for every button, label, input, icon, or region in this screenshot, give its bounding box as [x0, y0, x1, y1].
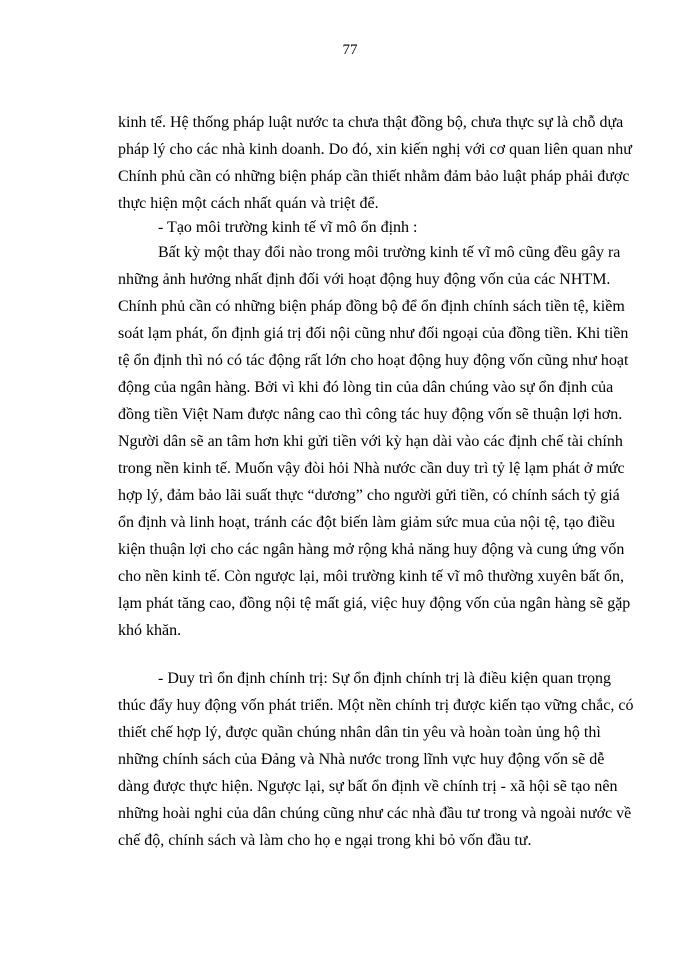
- paragraph-line: những hoài nghi của dân chúng cũng như các nhà đầu tư trong và ngoài nước về: [118, 805, 632, 822]
- paragraph-line: ổn định và linh hoạt, tránh các đột biến làm giảm sức mua của nội tệ, tạo điều: [118, 514, 615, 531]
- page-number: 77: [342, 42, 358, 58]
- paragraph-line: hợp lý, đảm bảo lãi suất thực “dương” cho người gửi tiền, có chính sách tỷ giá: [118, 487, 620, 504]
- paragraph-line: động của ngân hàng. Bởi vì khi đó lòng tin của dân chúng vào sự ổn định của: [118, 379, 614, 396]
- paragraph-line: dàng được thực hiện. Ngược lại, sự bất ổn định về chính trị - xã hội sẽ tạo nên: [118, 778, 618, 795]
- paragraph-line: cho nền kinh tế. Còn ngược lại, môi trường kinh tế vĩ mô thường xuyên bất ổn,: [118, 568, 624, 585]
- paragraph-line: tệ ổn định thì nó có tác động rất lớn cho hoạt động huy động vốn cũng như hoạt: [118, 352, 629, 369]
- paragraph-line: Người dân sẽ an tâm hơn khi gửi tiền với kỳ hạn dài vào các định chế tài chính: [118, 433, 623, 450]
- paragraph-line: đồng tiền Việt Nam được nâng cao thì công tác huy động vốn sẽ thuận lợi hơn.: [118, 406, 623, 423]
- paragraph-line: Bất kỳ một thay đổi nào trong môi trường kinh tế vĩ mô cũng đều gây ra: [158, 244, 621, 261]
- paragraph-line: - Duy trì ổn định chính trị: Sự ổn định chính trị là điều kiện quan trọng: [158, 670, 612, 687]
- paragraph-line: trong nền kinh tế. Muốn vậy đòi hỏi Nhà nước cần duy trì tỷ lệ lạm phát ở mức: [118, 460, 625, 477]
- paragraph-line: kinh tế. Hệ thống pháp luật nước ta chưa thật đồng bộ, chưa thực sự là chỗ dựa: [118, 114, 624, 131]
- paragraph-line: pháp lý cho các nhà kinh doanh. Do đó, xin kiến nghị với cơ quan liên quan như: [118, 141, 632, 158]
- paragraph-line: thúc đẩy huy động vốn phát triển. Một nền chính trị được kiến tạo vững chắc, có: [118, 697, 634, 714]
- paragraph-line: lạm phát tăng cao, đồng nội tệ mất giá, việc huy động vốn của ngân hàng sẽ gặp: [118, 595, 631, 612]
- paragraph-line: thiết chế hợp lý, được quần chúng nhân dân tin yêu và hoàn toàn ủng hộ thì: [118, 724, 601, 741]
- paragraph-line: Chính phủ cần có những biện pháp cần thiết nhằm đảm bảo luật pháp phải được: [118, 168, 630, 185]
- paragraph-line: chế độ, chính sách và làm cho họ e ngại trong khi bỏ vốn đầu tư.: [118, 832, 532, 849]
- paragraph-line: những ảnh hưởng nhất định đối với hoạt động huy động vốn của các NHTM.: [118, 271, 611, 288]
- paragraph-line: những chính sách của Đảng và Nhà nước trong lĩnh vực huy động vốn sẽ dễ: [118, 751, 605, 768]
- paragraph-line: khó khăn.: [118, 622, 182, 639]
- paragraph-line: Chính phủ cần có những biện pháp đồng bộ để ổn định chính sách tiền tệ, kiềm: [118, 298, 625, 315]
- paragraph-line: kiện thuận lợi cho các ngân hàng mở rộng khả năng huy động và cung ứng vốn: [118, 541, 625, 558]
- paragraph-line: thực hiện một cách nhất quán và triệt để.: [118, 195, 379, 212]
- paragraph-line: soát lạm phát, ổn định giá trị đối nội cũng như đối ngoại của đồng tiền. Khi tiền: [118, 325, 629, 342]
- section-bullet-macro-economy: - Tạo môi trường kinh tế vĩ mô ổn định :: [158, 219, 418, 236]
